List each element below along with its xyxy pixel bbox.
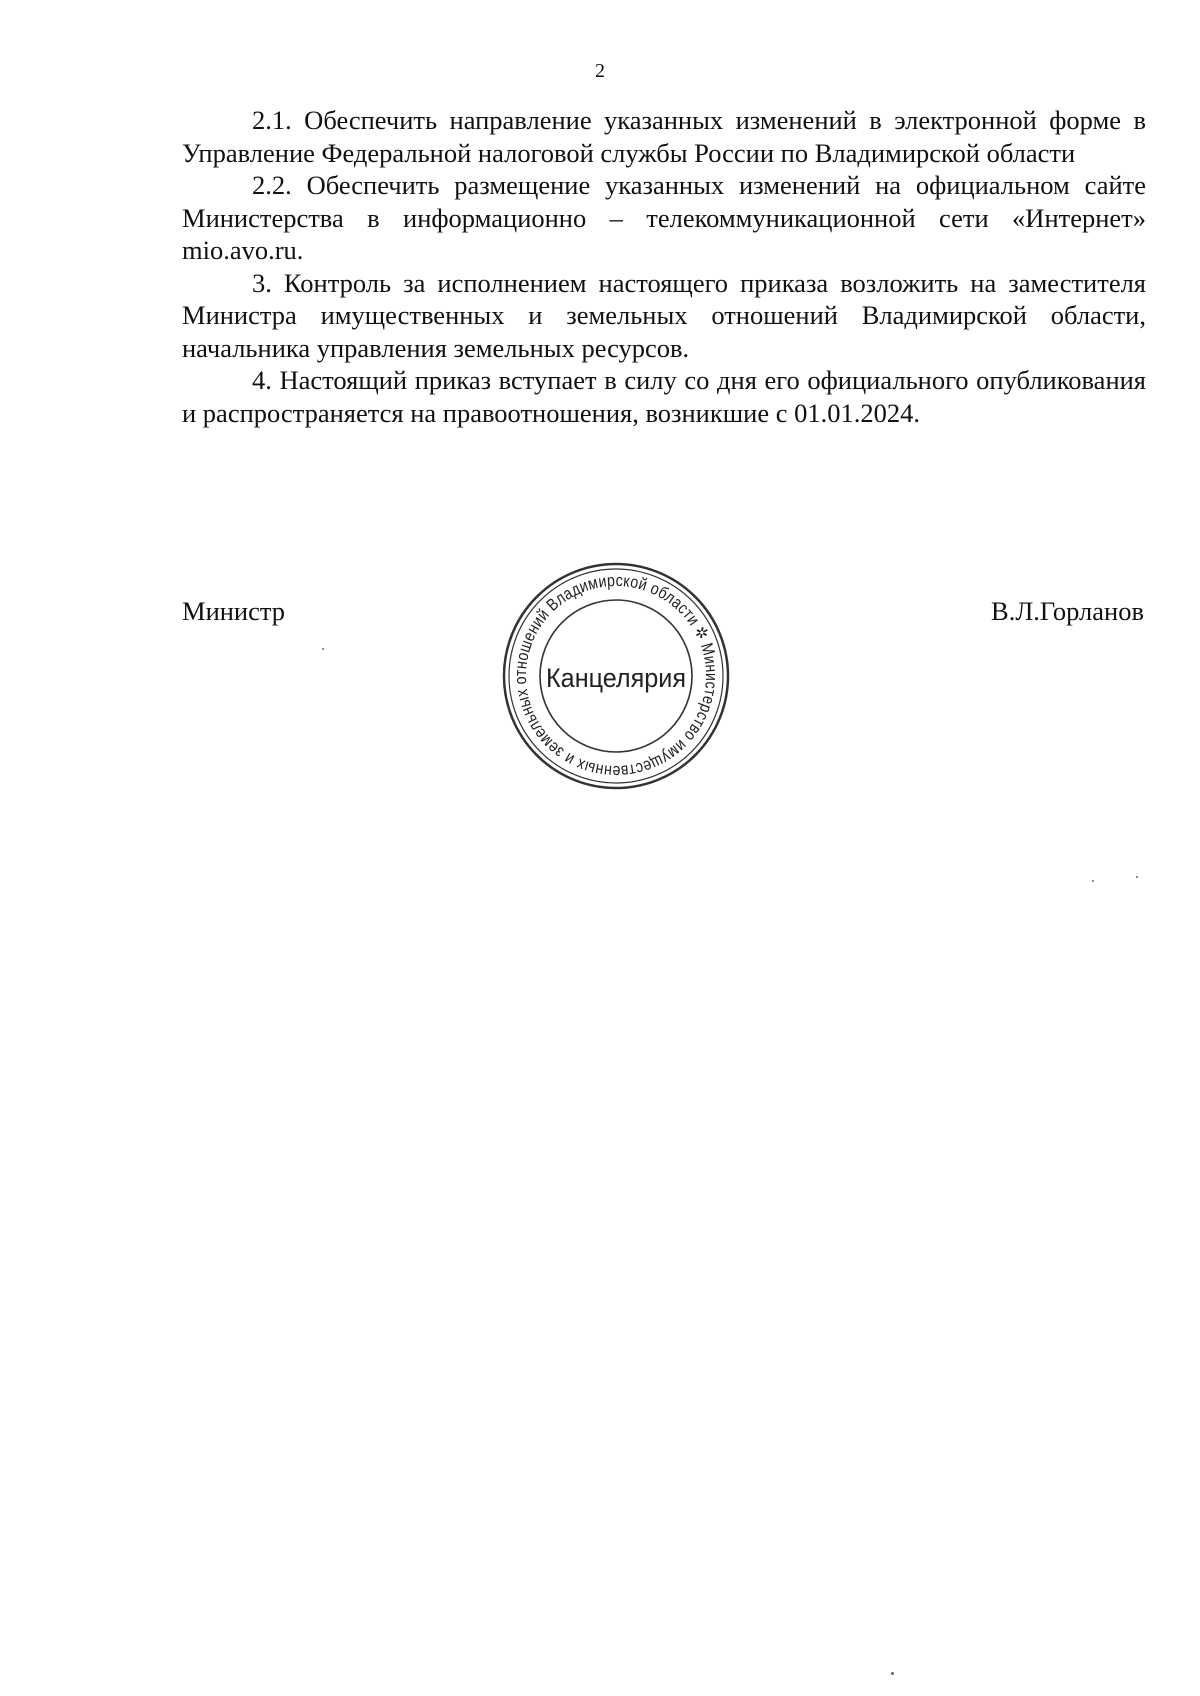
signature-name: В.Л.Горланов: [991, 596, 1144, 626]
scan-speck: [322, 648, 324, 650]
paragraph-2-1: 2.1. Обеспечить направление указанных изменений в электронной форме в Управление Федеральной налоговой службы России по Владимирской области: [182, 105, 1146, 168]
paragraph-4: 4. Настоящий приказ вступает в силу со дня его официального опубликования и распространяется на правоотношения, возникшие с 01.01.2024.: [182, 365, 1146, 428]
scan-speck: [1092, 880, 1094, 882]
stamp-center-text: Канцелярия: [546, 663, 686, 693]
official-stamp: [500, 560, 732, 792]
scan-speck: [891, 1672, 894, 1675]
signature-title: Министр: [182, 596, 286, 626]
page-number: 2: [595, 60, 605, 82]
paragraph-2-2: 2.2. Обеспечить размещение указанных изменений на официальном сайте Министерства в информационно – телекоммуникационной сети «Интернет» mio.avo.ru.: [182, 170, 1146, 265]
paragraph-3: 3. Контроль за исполнением настоящего приказа возложить на заместителя Министра имущественных и земельных отношений Владимирской области, начальника управления земельных ресурсов.: [182, 267, 1146, 363]
stamp-ring-text: Министерство имущественных и земельных отношений Владимирской области ✲: [510, 570, 722, 782]
stamp-seal-icon: [500, 560, 732, 792]
scan-speck: [1136, 876, 1138, 878]
document-body: [182, 104, 1146, 429]
